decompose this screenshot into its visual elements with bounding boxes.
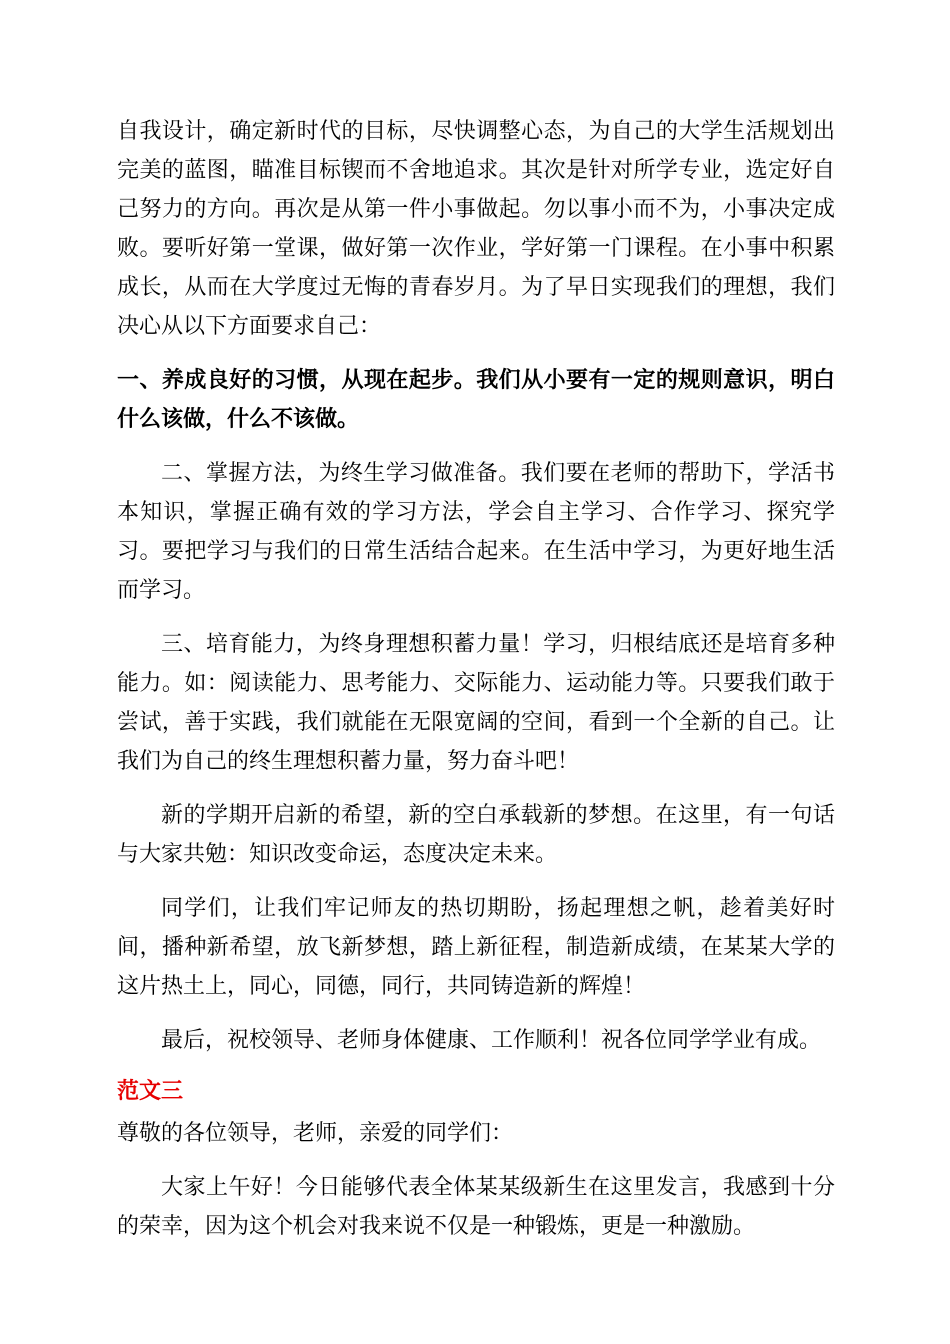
paragraph-wish: 最后，祝校领导、老师身体健康、工作顺利！祝各位同学学业有成。 bbox=[161, 1028, 822, 1053]
paragraph-intro: 自我设计，确定新时代的目标，尽快调整心态，为自己的大学生活规划出完美的蓝图，瞄准目标锲而不舍地追求。其次是针对所学专业，选定好自己努力的方向。再次是从第一件小事做起。勿以事小而不为，小事决定成败。要听好第一堂课，做好第一次作业，学好第一门课程。在小事中积累成长，从而在大学度过无悔的青春岁月。为了早日实现我们的理想，我们决心从以下方面要求自己： bbox=[117, 119, 835, 339]
paragraph-point-2: 二、掌握方法，为终生学习做准备。我们要在老师的帮助下，学活书本知识，掌握正确有效的学习方法，学会自主学习、合作学习、探究学习。要把学习与我们的日常生活结合起来。在生活中学习，为更好地生活而学习。 bbox=[117, 461, 835, 603]
paragraph-call: 同学们，让我们牢记师友的热切期盼，扬起理想之帆，趁着美好时间，播种新希望，放飞新梦想，踏上新征程，制造新成绩，在某某大学的这片热土上，同心，同德，同行，共同铸造新的辉煌！ bbox=[117, 896, 835, 999]
paragraph-point-1: 一、养成良好的习惯，从现在起步。我们从小要有一定的规则意识，明白什么该做，什么不该做。 bbox=[117, 368, 835, 432]
paragraph-greeting: 尊敬的各位领导，老师，亲爱的同学们： bbox=[117, 1121, 514, 1146]
document-page bbox=[117, 112, 835, 1246]
section-title: 范文三 bbox=[117, 1079, 184, 1104]
paragraph-opening: 大家上午好！今日能够代表全体某某级新生在这里发言，我感到十分的荣幸，因为这个机会对我来说不仅是一种锻炼，更是一种激励。 bbox=[117, 1175, 835, 1239]
paragraph-point-3: 三、培育能力，为终身理想积蓄力量！学习，归根结底还是培育多种能力。如：阅读能力、思考能力、交际能力、运动能力等。只要我们敢于尝试，善于实践，我们就能在无限宽阔的空间，看到一个全新的自己。让我们为自己的终生理想积蓄力量，努力奋斗吧！ bbox=[117, 632, 835, 774]
paragraph-hope: 新的学期开启新的希望，新的空白承载新的梦想。在这里，有一句话与大家共勉：知识改变命运，态度决定未来。 bbox=[117, 803, 835, 867]
